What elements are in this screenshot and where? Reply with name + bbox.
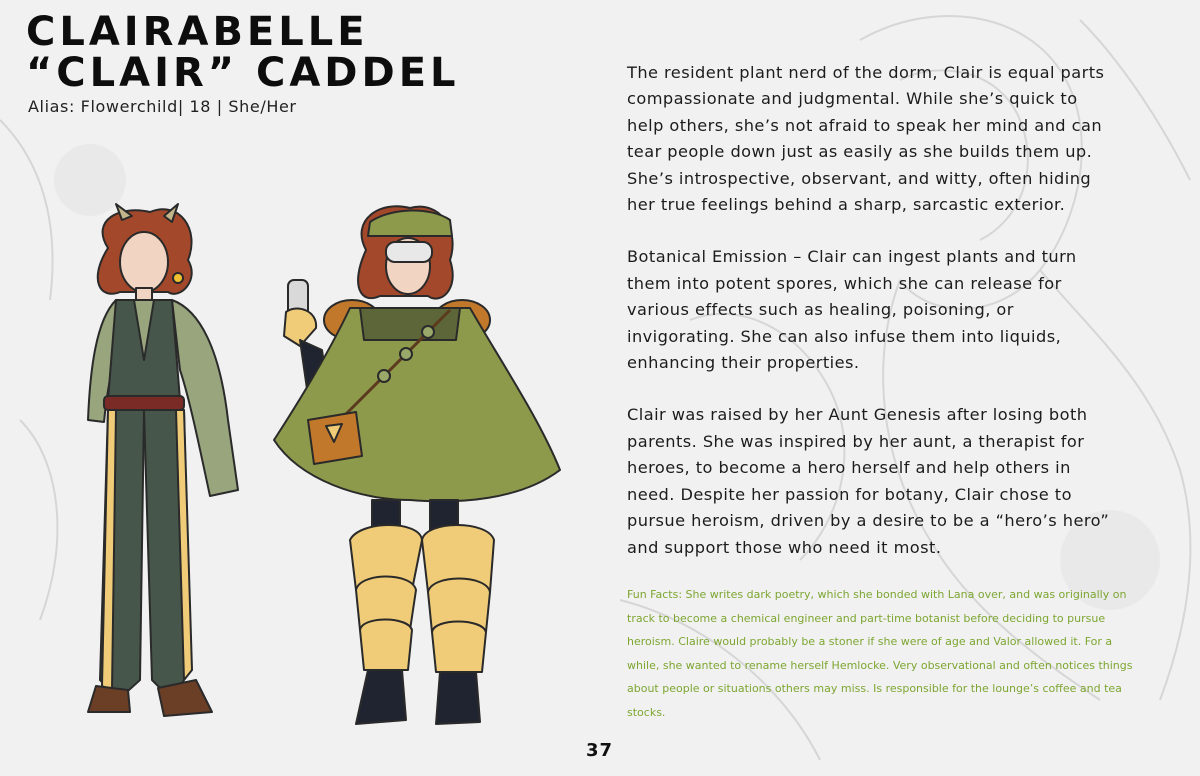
ability-paragraph: Botanical Emission – Clair can ingest plants and turn them into potent spores, which she can release for various effects such as healing, poisoning, or invigorating. She can also infuse them into liquids, enhancing their properties.	[627, 247, 1077, 373]
personality-paragraph: The resident plant nerd of the dorm, Clair is equal parts compassionate and judgmental. While she’s quick to help others, she’s not afraid to speak her mind and can tear people down just as easily as she builds them up. She’s introspective, observant, and witty, often hiding her true feelings behind a sharp, sarcastic exterior.	[627, 63, 1105, 215]
character-hero-costume	[274, 206, 560, 724]
character-name-title	[26, 9, 460, 96]
backstory-paragraph: Clair was raised by her Aunt Genesis after losing both parents. She was inspired by her aunt, a therapist for heroes, to become a hero herself and help others in need. Despite her passion for botany, Clair chose to pursue heroism, driven by a desire to be a “hero’s hero” and support those who need it most.	[627, 405, 1110, 557]
character-front-view	[88, 204, 238, 716]
character-description	[627, 60, 1167, 587]
title-line-2: “CLAIR” CADDEL	[26, 50, 460, 96]
page-number: 37	[586, 740, 614, 761]
title-line-1: CLAIRABELLE	[26, 9, 369, 55]
fun-facts-text: Fun Facts: She writes dark poetry, which she bonded with Lana over, and was originally on track to become a chemical engineer and part-time botanist before deciding to pursue heroism. Claire would probably be a stoner if she were of age and Valor allowed it. For a while, she wanted to rename herself Hemlocke. Very observational and often notices things about people or situations others may miss. Is responsible for the lounge’s coffee and tea stocks.	[627, 588, 1133, 719]
character-illustrations	[60, 200, 600, 750]
alias-line: Alias: Flowerchild| 18 | She/Her	[28, 97, 297, 116]
